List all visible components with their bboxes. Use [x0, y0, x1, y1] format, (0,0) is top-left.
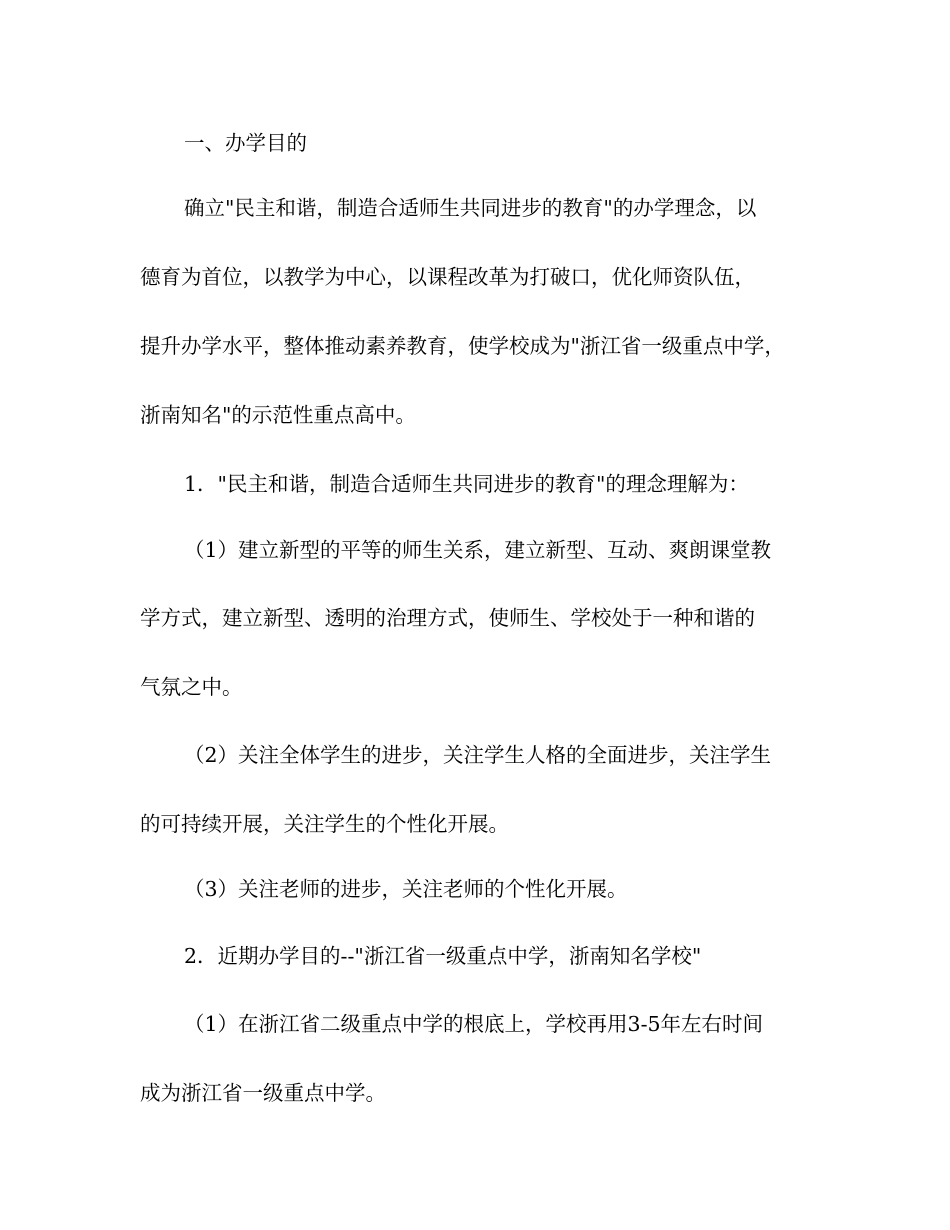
sub-item-line: （2）关注全体学生的进步，关注学生人格的全面进步，关注学生 — [184, 743, 772, 767]
numbered-item-heading: 1．"民主和谐，制造合适师生共同进步的教育"的理念理解为： — [184, 472, 749, 496]
paragraph-line: 确立"民主和谐，制造合适师生共同进步的教育"的办学理念，以 — [184, 196, 757, 220]
sub-item-line: （1）在浙江省二级重点中学的根底上，学校再用3-5年左右时间 — [184, 1012, 764, 1036]
section-heading: 一、办学目的 — [184, 131, 307, 155]
sub-item-line: 成为浙江省一级重点中学。 — [140, 1081, 386, 1105]
paragraph-line: 提升办学水平，整体推动素养教育，使学校成为"浙江省一级重点中学， — [140, 334, 785, 358]
sub-item-line: （1）建立新型的平等的师生关系，建立新型、互动、爽朗课堂教 — [184, 538, 772, 562]
sub-item-line: 学方式，建立新型、透明的治理方式，使师生、学校处于一种和谐的 — [140, 606, 755, 630]
sub-item-line: 的可持续开展，关注学生的个性化开展。 — [140, 812, 509, 836]
sub-item-line: 气氛之中。 — [140, 675, 243, 699]
numbered-item-heading: 2．近期办学目的--"浙江省一级重点中学，浙南知名学校" — [184, 944, 702, 968]
paragraph-line: 德育为首位，以教学为中心，以课程改革为打破口，优化师资队伍， — [140, 265, 755, 289]
sub-item-line: （3）关注老师的进步，关注老师的个性化开展。 — [184, 877, 628, 901]
paragraph-line: 浙南知名"的示范性重点高中。 — [140, 403, 416, 427]
